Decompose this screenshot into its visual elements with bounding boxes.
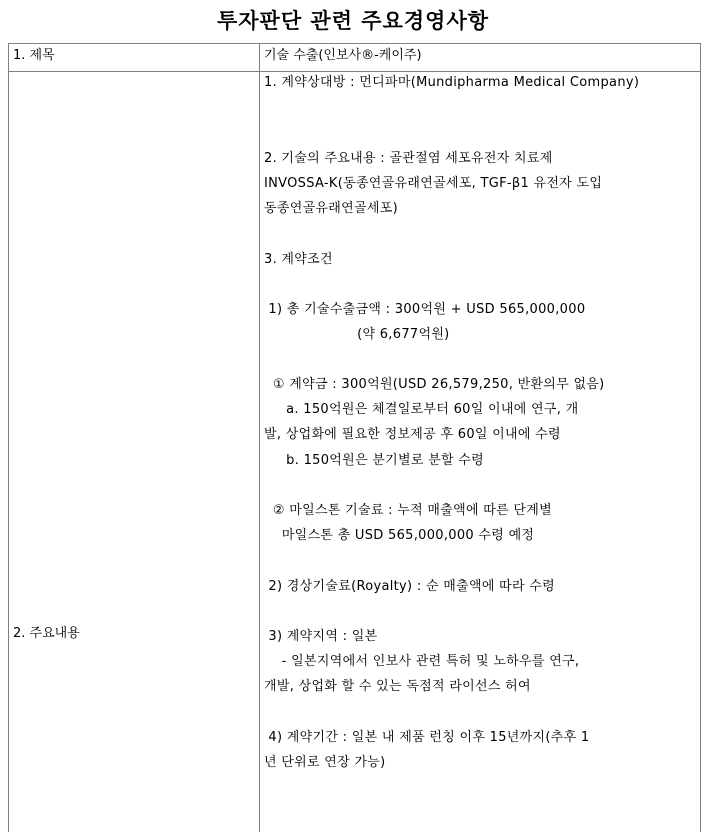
content-line: 1) 총 기술수출금액 : 300억원 + USD 565,000,000 xyxy=(264,302,585,318)
content-line: 2) 경상기술료(Royalty) : 순 매출액에 따라 수령 xyxy=(264,579,555,595)
content-line: 3) 계약지역 : 일본 xyxy=(264,629,378,645)
content-line: ① 계약금 : 300억원(USD 26,579,250, 반환의무 없음) xyxy=(264,377,605,393)
content-line: 마일스톤 총 USD 565,000,000 수령 예정 xyxy=(264,528,534,544)
content-line: 개발, 상업화 할 수 있는 독점적 라이선스 허여 xyxy=(264,679,531,695)
content-line: a. 150억원은 체결일로부터 60일 이내에 연구, 개 xyxy=(264,402,578,418)
page-title: 투자판단 관련 주요경영사항 xyxy=(0,5,706,35)
content-line: ② 마일스톤 기술료 : 누적 매출액에 따른 단계별 xyxy=(264,503,552,519)
content-line: INVOSSA-K(동종연골유래연골세포, TGF-β1 유전자 도입 xyxy=(264,176,602,192)
content-line: b. 150억원은 분기별로 분할 수령 xyxy=(264,453,484,469)
content-line: 년 단위로 연장 가능) xyxy=(264,755,386,771)
row-value-title: 기술 수출(인보사®-케이주) xyxy=(260,44,701,72)
row-label-main-content xyxy=(9,72,260,832)
main-content-cell xyxy=(260,72,701,832)
row-label-title: 1. 제목 xyxy=(9,44,260,72)
disclosure-table xyxy=(8,43,701,832)
content-line: 발, 상업화에 필요한 정보제공 후 60일 이내에 수령 xyxy=(264,427,561,443)
content-line: 동종연골유래연골세포) xyxy=(264,201,398,217)
content-line: 1. 계약상대방 : 먼디파마(Mundipharma Medical Company) xyxy=(264,75,639,91)
content-line: (약 6,677억원) xyxy=(264,327,450,343)
row-label-text: 2. 주요내용 xyxy=(13,622,259,641)
content-line: 3. 계약조건 xyxy=(264,252,333,268)
table-row xyxy=(9,44,701,72)
table-row xyxy=(9,72,701,832)
content-line: 4) 계약기간 : 일본 내 제품 런칭 이후 15년까지(추후 1 xyxy=(264,730,589,746)
content-line: - 일본지역에서 인보사 관련 특허 및 노하우를 연구, xyxy=(264,654,579,670)
content-line: 2. 기술의 주요내용 : 골관절염 세포유전자 치료제 xyxy=(264,151,553,167)
